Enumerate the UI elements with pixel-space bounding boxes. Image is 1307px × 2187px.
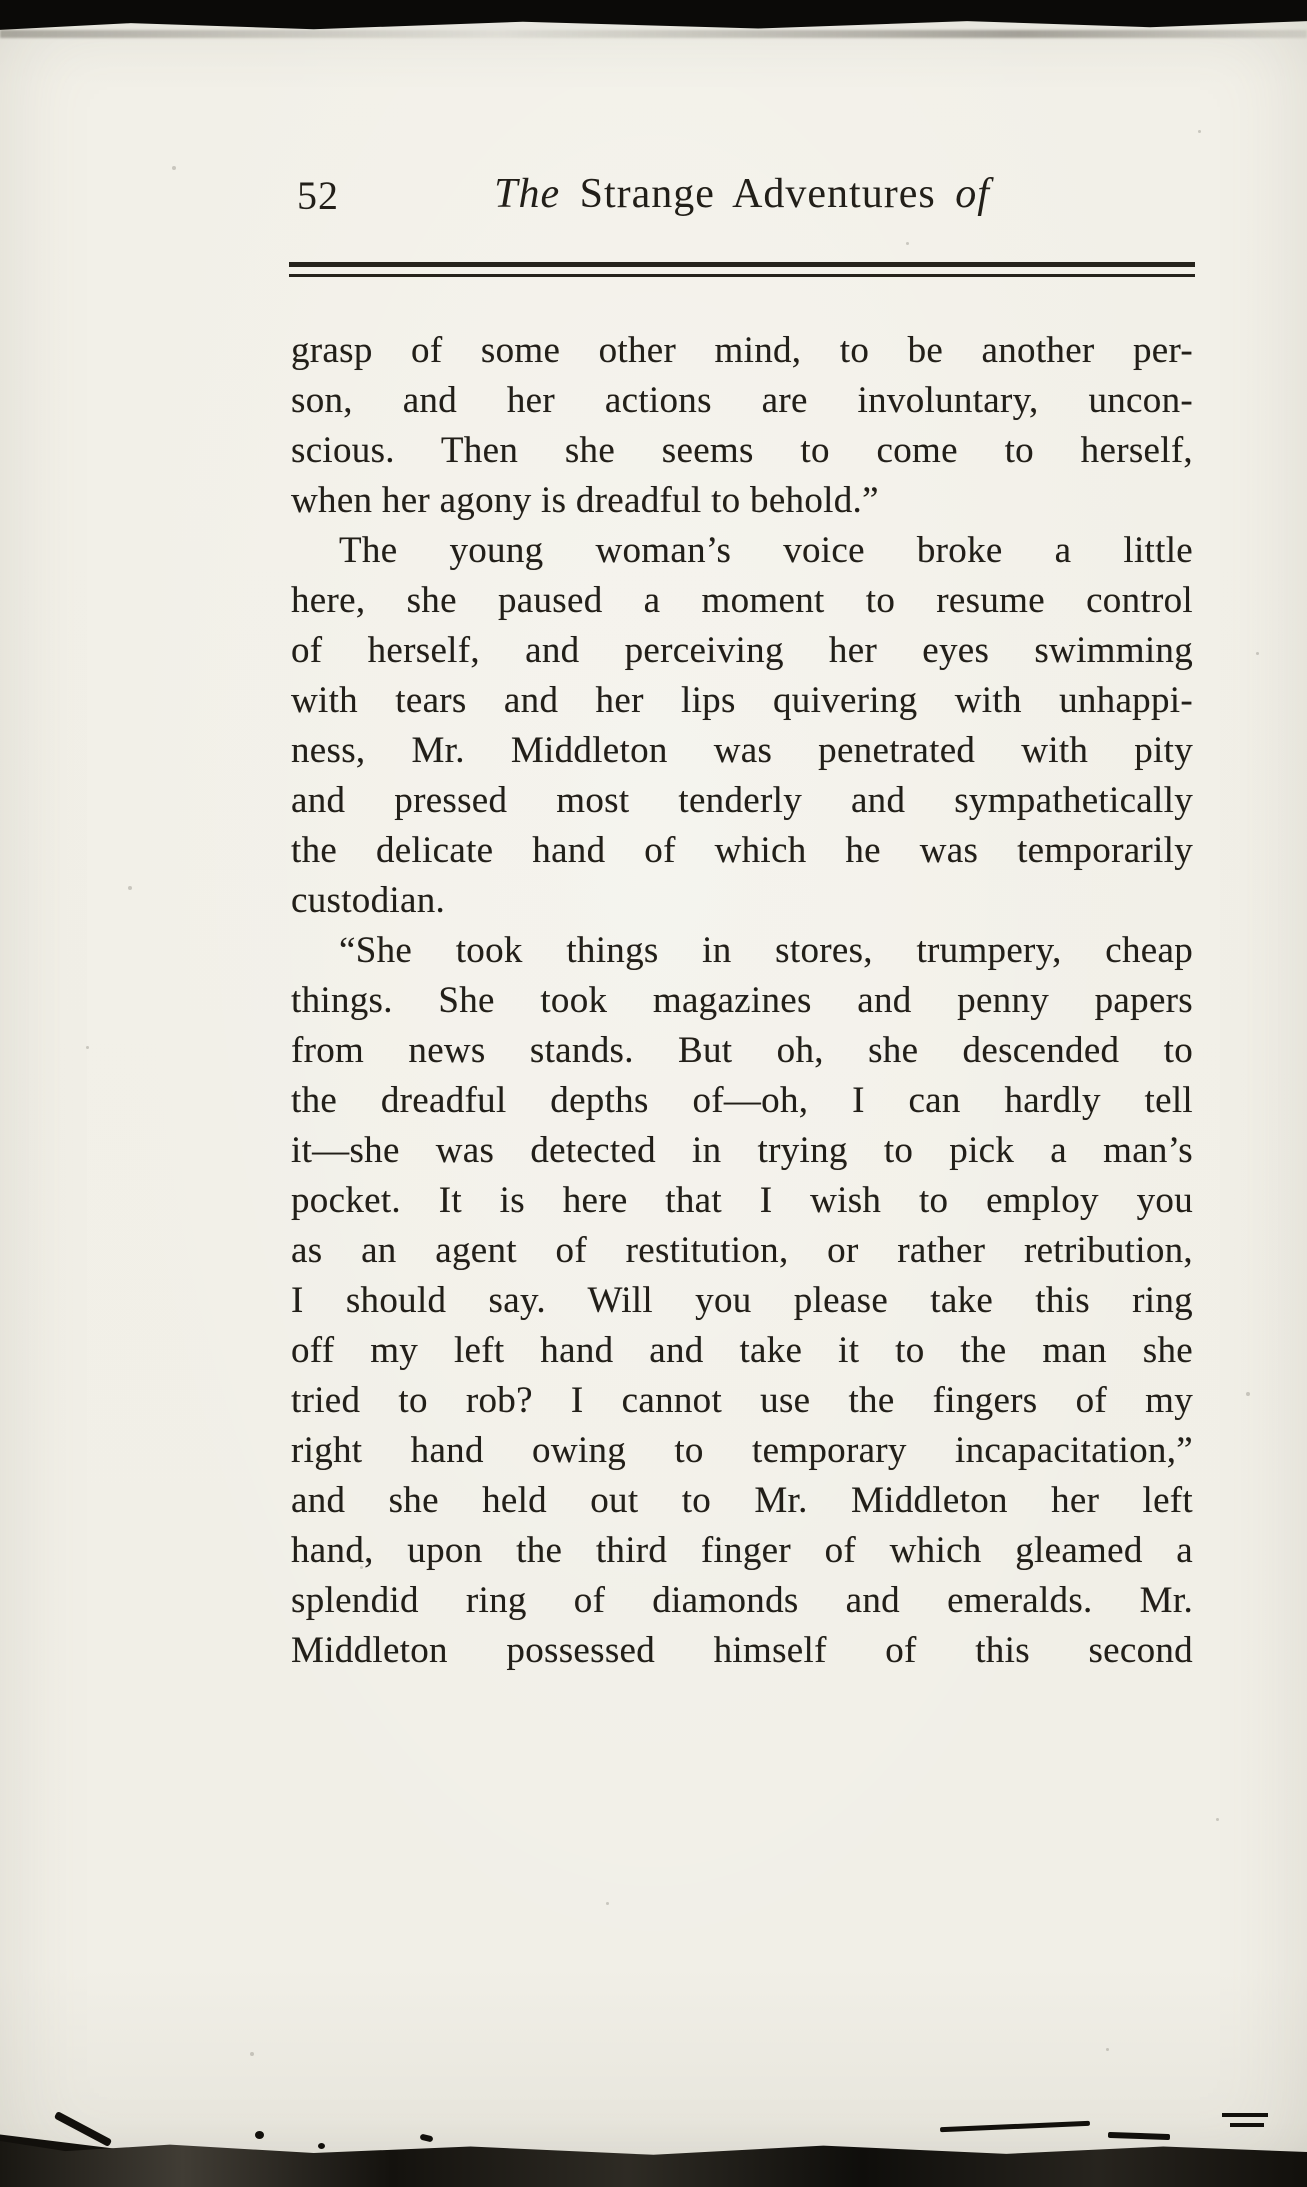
page-body-text [291,326,1193,1676]
dust-speckle [906,242,909,245]
page-number: 52 [297,173,339,218]
scan-dash [1222,2113,1268,2117]
scan-artifact-top-shadow [0,30,1307,38]
scan-artifact-top-band [0,0,1307,34]
scan-artifact-bottom-band [0,2141,1307,2187]
text-line: scious. Then she seems to come to herself, [291,430,1193,471]
text-line: son, and her actions are involuntary, uncon- [291,380,1193,421]
text-line: hand, upon the third finger of which gleamed a [291,1530,1193,1571]
text-line: Middleton possessed himself of this second [291,1630,1193,1671]
dust-speckle [128,886,132,890]
running-title-the: The [494,171,561,217]
scan-dash [1230,2123,1264,2127]
text-line: things. She took magazines and penny papers [291,980,1193,1021]
text-line: and she held out to Mr. Middleton her left [291,1480,1193,1521]
text-line: splendid ring of diamonds and emeralds. Mr. [291,1580,1193,1621]
running-title-of: of [955,171,990,217]
text-line: from news stands. But oh, she descended to [291,1030,1193,1071]
text-line: ness, Mr. Middleton was penetrated with pity [291,730,1193,771]
dust-speckle [172,166,176,170]
header-rule-bottom [289,274,1195,277]
dust-speckle [1106,2048,1109,2051]
text-line: as an agent of restitution, or rather retribution, [291,1230,1193,1271]
text-line: I should say. Will you please take this ring [291,1280,1193,1321]
dust-speckle [1198,130,1201,133]
text-line: with tears and her lips quivering with unhappi- [291,680,1193,721]
text-line: right hand owing to temporary incapacitation,” [291,1430,1193,1471]
header-rule-top [289,262,1195,267]
text-line: when her agony is dreadful to behold.” [291,480,879,521]
running-title [291,168,1193,220]
dust-speckle [1256,652,1259,655]
scan-spot [318,2143,325,2149]
text-line: and pressed most tenderly and sympathetically [291,780,1193,821]
text-line: here, she paused a moment to resume control [291,580,1193,621]
text-line: off my left hand and take it to the man she [291,1330,1193,1371]
text-line: the dreadful depths of—oh, I can hardly tell [291,1080,1193,1121]
dust-speckle [1246,1392,1250,1396]
dust-speckle [250,2052,254,2056]
scan-spot [255,2131,264,2139]
dust-speckle [86,1046,89,1049]
running-title-main: Strange Adventures [579,171,936,217]
dust-speckle [606,1902,609,1905]
text-line: of herself, and perceiving her eyes swimming [291,630,1193,671]
text-line: “She took things in stores, trumpery, cheap [339,930,1193,971]
scan-dash [940,2121,1090,2133]
text-line: tried to rob? I cannot use the fingers of my [291,1380,1193,1421]
dust-speckle [360,1566,363,1569]
text-line: grasp of some other mind, to be another per- [291,330,1193,371]
text-line: it—she was detected in trying to pick a man’s [291,1130,1193,1171]
text-line: custodian. [291,880,446,921]
dust-speckle [1216,1818,1219,1821]
text-line: The young woman’s voice broke a little [339,530,1193,571]
scan-dash [1108,2132,1170,2140]
page-header [291,168,1193,226]
text-line: the delicate hand of which he was temporarily [291,830,1193,871]
text-line: pocket. It is here that I wish to employ you [291,1180,1193,1221]
scan-spot [419,2134,433,2143]
